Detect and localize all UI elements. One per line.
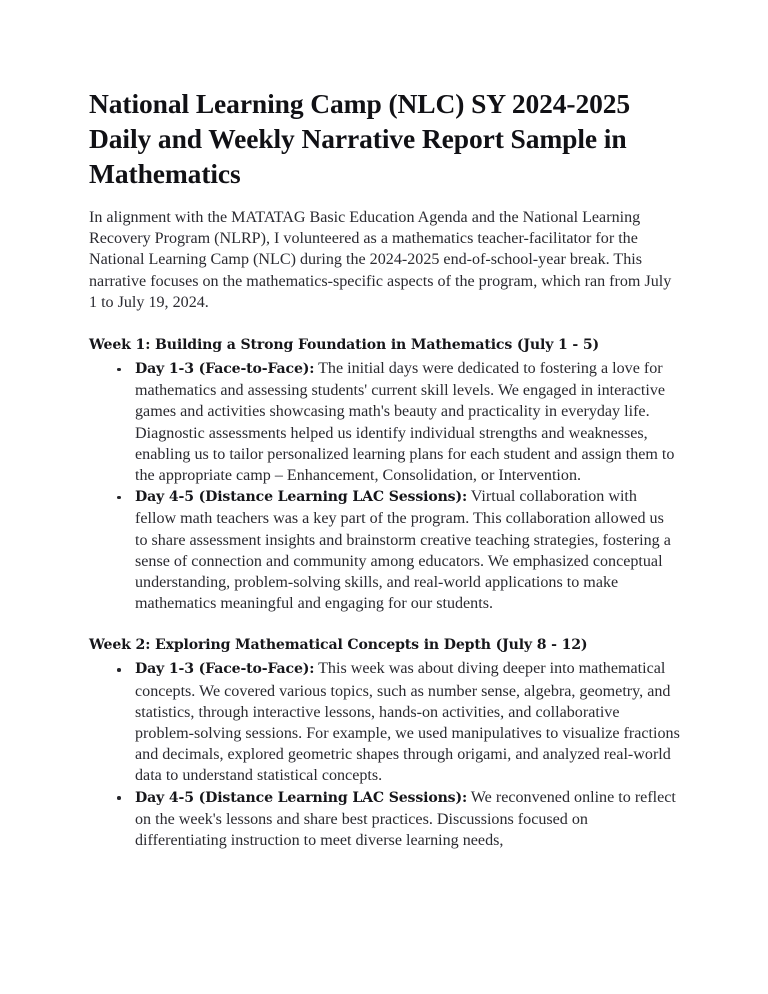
page-title: National Learning Camp (NLC) SY 2024-2025 Daily and Weekly Narrative Report Sample in Mathematics (89, 88, 631, 189)
week-1-heading: Week 1: Building a Strong Foundation in Mathematics (July 1 - 5) (89, 337, 600, 354)
intro-paragraph: In alignment with the MATATAG Basic Education Agenda and the National Learning Recovery Program (NLRP), I volunteered as a mathematics teacher-facilitator for the National Learning Camp (NLC) during the 2024-2025 end-of-school-year break. This narrative focuses on the mathematics-specific aspects of the program, which ran from July 1 to July 19, 2024. (89, 209, 672, 311)
list-item (89, 486, 680, 614)
day-label: Day 1-3 (Face-to-Face): (135, 361, 315, 378)
week-2-heading: Week 2: Exploring Mathematical Concepts in Depth (July 8 - 12) (89, 637, 588, 654)
list-item (89, 358, 680, 486)
day-label: Day 1-3 (Face-to-Face): (135, 661, 315, 678)
list-item (89, 787, 680, 852)
section-week-1 (89, 336, 680, 614)
day-body: This week was about diving deeper into mathematical concepts. We covered various topics, such as number sense, algebra, geometry, and statistics, through interactive lessons, hands-on activities, and collaborative problem-solving sessions. For example, we used manipulatives to visualize fractions and decimals, explored geometric shapes through origami, and analyzed real-world data to understand statistical concepts. (135, 660, 680, 785)
week-1-bullet-list (89, 358, 680, 614)
week-2-bullet-list (89, 658, 680, 851)
list-item (89, 658, 680, 786)
day-label: Day 4-5 (Distance Learning LAC Sessions): (135, 489, 468, 506)
section-week-2 (89, 636, 680, 851)
day-label: Day 4-5 (Distance Learning LAC Sessions): (135, 789, 468, 806)
day-body: We reconvened online to reflect on the week's lessons and share best practices. Discussions focused on differentiating instruction to meet diverse learning needs, (135, 788, 676, 850)
day-body: Virtual collaboration with fellow math teachers was a key part of the program. This collaboration allowed us to share assessment insights and brainstorm creative teaching strategies, fostering a sense of connection and community among educators. We emphasized conceptual understanding, problem-solving skills, and real-world applications to make mathematics meaningful and engaging for our students. (135, 488, 671, 613)
day-body: The initial days were dedicated to fostering a love for mathematics and assessing students' current skill levels. We engaged in interactive games and activities showcasing math's beauty and practicality in everyday life. Diagnostic assessments helped us identify individual strengths and weaknesses, enabling us to tailor personalized learning plans for each student and assign them to the appropriate camp – Enhancement, Consolidation, or Intervention. (135, 360, 675, 485)
